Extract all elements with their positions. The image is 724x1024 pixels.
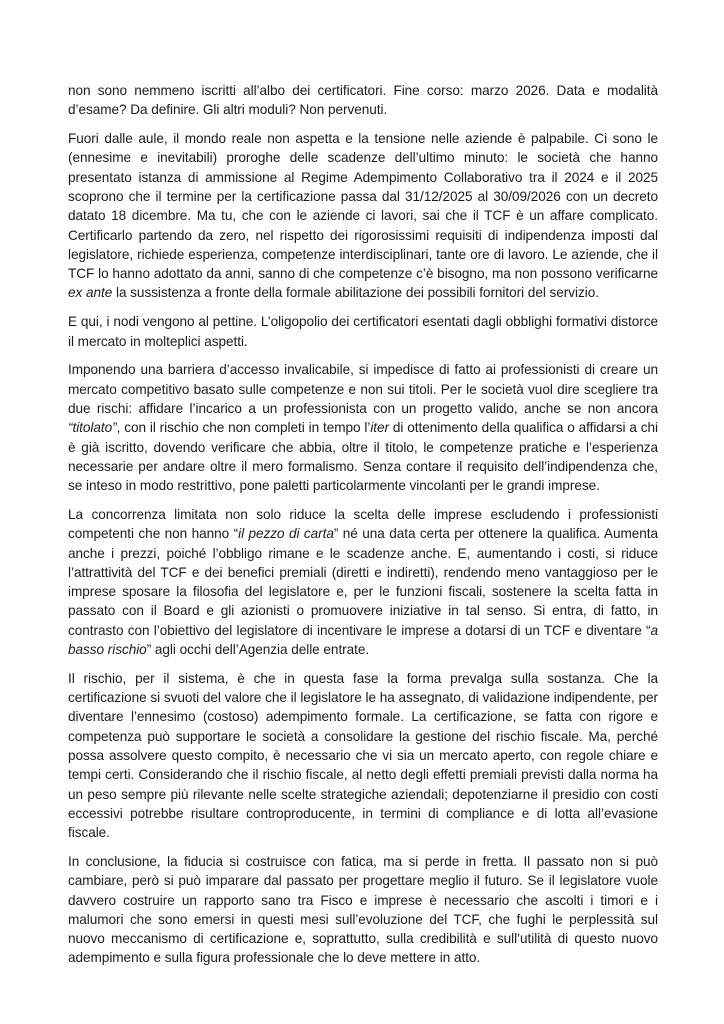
italic-text-run: “titolato”: [68, 420, 117, 436]
paragraph-system-risk: [68, 669, 658, 843]
paragraph-conclusion: [68, 852, 658, 968]
text-run: ” né una data certa per ottenere la qualifica. Aumenta anche i prezzi, poiché l’obbligo rimane e le scadenze anche. E, aumentando i costi, si riduce l’attrattività del TCF e dei benefici premiali (diretti e indiretti), rendendo meno vantaggioso per le imprese sposare la filosofia del legislatore e, per le funzioni fiscali, sostenere la scelta fatta in passato con il Board e gli azionisti o promuovere iniziative in tal senso. Si entra, di fatto, in contrasto con l’obiettivo del legislatore di incentivare le imprese a dotarsi di un TCF e diventare “: [68, 526, 658, 638]
paragraph-oligopoly: [68, 312, 658, 351]
text-run: In conclusione, la fiducia si costruisce con fatica, ma si perde in fretta. Il passato non si può cambiare, però si può imparare dal passato per progettare meglio il futuro. Se il legislatore vuole davvero costruire un rapporto sano tra Fisco e imprese è necessario che ascolti i timori e i malumori che sono emersi in questi mesi sull’evoluzione del TCF, che fughi le perplessità sul nuovo meccanismo di certificazione e, soprattutto, sulla credibilità e sull’utilità di questo nuovo adempimento e sulla figura professionale che lo deve mettere in atto.: [68, 853, 658, 966]
text-run: Fuori dalle aule, il mondo reale non aspetta e la tensione nelle aziende è palpabile. Ci sono le (ennesime e inevitabili) proroghe delle scadenze dell’ultimo minuto: le società che hanno presentato istanza di ammissione al Regime Adempimento Collaborativo tra il 2024 e il 2025 scoprono che il termine per la certificazione passa dal 31/12/2025 al 30/09/2026 con un decreto datato 18 dicembre. Ma tu, che con le aziende ci lavori, sai che il TCF è un affare complicato. Certificarlo partendo da zero, nel rispetto dei rigorosissimi requisiti di indipendenza imposti dal legislatore, richiede esperienza, competenze interdisciplinari, tante ore di lavoro. Le aziende, che il TCF lo hanno adottato da anni, sanno di che competenze c’è bisogno, ma non possono verificarne: [68, 131, 658, 282]
text-run: non sono nemmeno iscritti all’albo dei certificatori. Fine corso: marzo 2026. Data e modalità d’esame? Da definire. Gli altri moduli? Non pervenuti.: [68, 83, 658, 118]
text-run: ” agli occhi dell’Agenzia delle entrate.: [146, 642, 370, 658]
document-page: [68, 81, 658, 968]
paragraph-deadline-extension: [68, 129, 658, 303]
italic-text-run: il pezzo di carta: [238, 526, 334, 542]
text-run: , con il rischio che non completi in tempo l’: [116, 420, 371, 436]
italic-text-run: ex ante: [68, 285, 113, 301]
text-run: di ottenimento della qualifica o affidarsi a chi è già iscritto, dovendo verificare che abbia, oltre il titolo, le competenze pratiche e l’esperienza necessarie per andare oltre il mero formalismo. Senza contare il requisito dell’indipendenza che, se inteso in modo restrittivo, pone paletti particolarmente vincolanti per le grandi imprese.: [68, 420, 659, 494]
text-run: La concorrenza limitata non solo riduce la scelta delle imprese escludendo i professionisti competenti che non hanno “: [68, 506, 658, 542]
paragraph-limited-competition: [68, 505, 658, 659]
text-run: E qui, i nodi vengono al pettine. L’oligopolio dei certificatori esentati dagli obblighi formativi distorce il mercato in molteplici aspetti.: [68, 314, 658, 349]
text-run: la sussistenza a fronte della formale abilitazione dei possibili fornitori del servizio.: [112, 285, 599, 301]
text-run: Imponendo una barriera d’accesso invalicabile, si impedisce di fatto ai professionisti di creare un mercato competitivo basato sulle competenze e non sui titoli. Per le società vuol dire scegliere tra due rischi: affidare l’incarico a un professionista con un progetto valido, anche se non ancora: [68, 362, 658, 416]
text-run: Il rischio, per il sistema, è che in questa fase la forma prevalga sulla sostanza. Che la certificazione si svuoti del valore che il legislatore le ha assegnato, di validazione indipendente, per diventare l’ennesimo (costoso) adempimento formale. La certificazione, se fatta con rigore e competenza può supportare le società a consolidare la gestione del rischio fiscale. Ma, perché possa assolvere questo compito, è necessario che vi sia un mercato aperto, con regole chiare e tempi certi. Considerando che il rischio fiscale, al netto degli effetti premiali previsti dalla norma ha un peso sempre più rilevante nelle scelte strategiche aziendali; depotenziarne il presidio con costi eccessivi potrebbe risultare controproducente, in termini di compliance e di lotta all’evasione fiscale.: [68, 670, 658, 841]
paragraph-access-barrier: [68, 360, 658, 495]
paragraph-exam-status: [68, 81, 658, 120]
italic-text-run: a basso rischio: [68, 622, 658, 658]
italic-text-run: iter: [370, 420, 389, 436]
